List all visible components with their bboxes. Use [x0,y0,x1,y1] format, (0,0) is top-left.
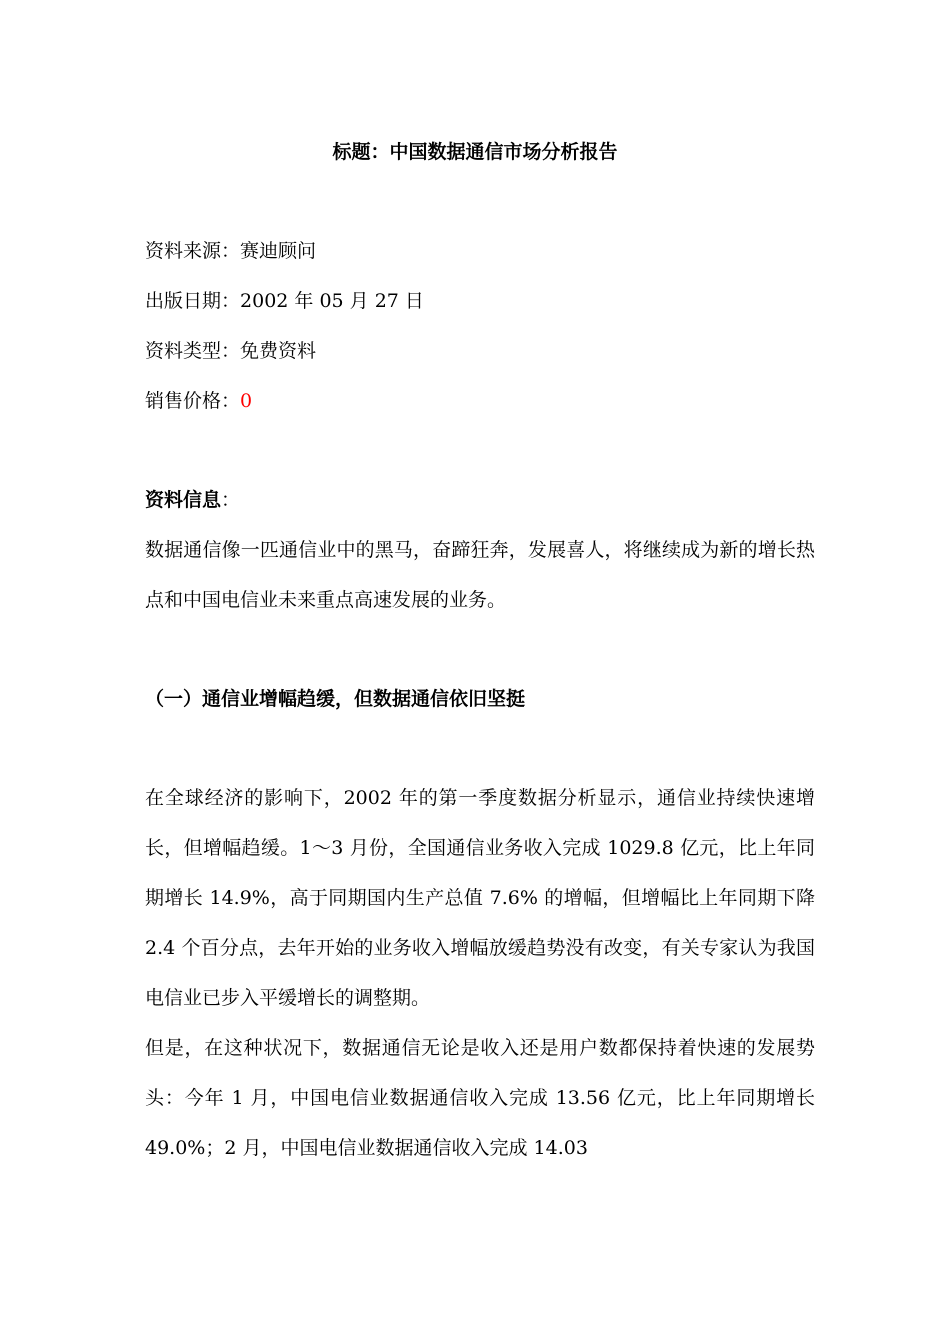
publish-date-line [145,286,815,336]
source-label: 资料来源： [145,240,241,262]
source-line [145,236,815,286]
price-label: 销售价格： [145,390,241,412]
info-block [145,485,815,625]
section-heading: （一）通信业增幅趋缓，但数据通信依旧坚挺 [145,688,526,710]
material-type-label: 资料类型： [145,340,241,362]
material-type-value: 免费资料 [240,340,317,362]
material-type-line [145,336,815,386]
metadata-block [145,236,815,436]
source-value: 赛迪顾问 [240,240,317,262]
body-paragraph: 但是，在这种状况下，数据通信无论是收入还是用户数都保持着快速的发展势头：今年 1 月，中国电信业数据通信收入完成 13.56 亿元，比上年同期增长 49.0%；2 月，中国电信业数据通信收入完成 14.03 [145,1037,815,1159]
info-paragraph: 数据通信像一匹通信业中的黑马，奋蹄狂奔，发展喜人，将继续成为新的增长热点和中国电信业未来重点高速发展的业务。 [145,539,815,611]
price-line [145,386,815,436]
body-paragraph: 在全球经济的影响下，2002 年的第一季度数据分析显示，通信业持续快速增长，但增幅趋缓。1～3 月份，全国通信业务收入完成 1029.8 亿元，比上年同期增长 14.9%，高于同期国内生产总值 7.6% 的增幅，但增幅比上年同期下降 2.4 个百分点，去年开始的业务收入增幅放缓趋势没有改变，有关专家认为我国电信业已步入平缓增长的调整期。 [145,787,815,1009]
info-heading-text: 资料信息 [145,489,222,511]
info-heading-colon: ： [221,489,241,511]
price-value: 0 [240,390,253,412]
section-body [145,773,815,1173]
document-title: 标题：中国数据通信市场分析报告 [332,141,618,163]
publish-date-label: 出版日期： [145,290,241,312]
publish-date-value: 2002 年 05 月 27 日 [240,290,424,312]
